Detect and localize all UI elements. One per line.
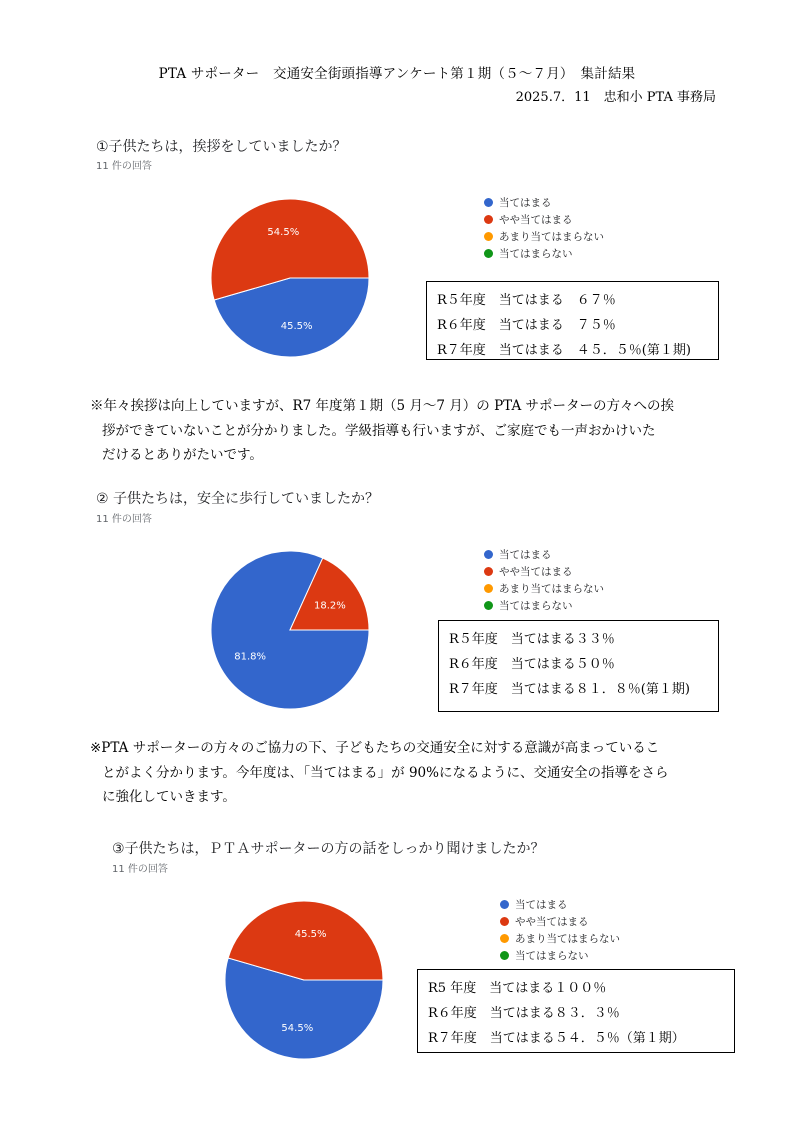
blue-dot-icon <box>500 900 509 909</box>
slice-value-label: 45.5% <box>280 320 313 332</box>
legend-item <box>484 580 604 597</box>
box-line: R６年度 当てはまる ７５％ <box>437 318 616 333</box>
question-2-title: ② 子供たちは，安全に歩行していましたか？ <box>96 491 379 507</box>
box-line: R６年度 当てはまる８３．３％ <box>428 1006 620 1021</box>
pie-chart-1 <box>200 188 380 368</box>
question-1-title: ①子供たちは，挨拶をしていましたか？ <box>96 139 347 155</box>
blue-dot-icon <box>484 198 493 207</box>
legend-item <box>484 546 604 563</box>
legend-label: やや当てはまる <box>499 214 573 226</box>
yearly-comparison-box-1 <box>426 281 719 360</box>
slice-value-label: 54.5% <box>267 227 300 239</box>
question-2-count: 11 件の回答 <box>96 514 152 525</box>
date-line: 2025.7．11 忠和小 PTA 事務局 <box>515 90 716 105</box>
green-dot-icon <box>484 601 493 610</box>
box-line: R７年度 当てはまる ４５．５％(第１期) <box>437 343 691 358</box>
blue-dot-icon <box>484 550 493 559</box>
slice-value-label: 81.8% <box>234 651 267 663</box>
legend-label: 当てはまらない <box>499 248 573 260</box>
legend-label: あまり当てはまらない <box>499 231 604 243</box>
box-line: R5 年度 当てはまる１００％ <box>428 981 607 996</box>
legend-item <box>500 913 620 930</box>
legend-label: 当てはまる <box>499 197 552 209</box>
red-dot-icon <box>484 567 493 576</box>
green-dot-icon <box>484 249 493 258</box>
legend-item <box>484 563 604 580</box>
legend-3 <box>500 896 620 964</box>
red-dot-icon <box>500 917 509 926</box>
box-line: R７年度 当てはまる８１．８％(第１期) <box>449 682 690 697</box>
legend-label: 当てはまる <box>499 549 552 561</box>
legend-2 <box>484 546 604 614</box>
legend-label: 当てはまる <box>515 899 568 911</box>
legend-item <box>500 947 620 964</box>
legend-item <box>484 211 604 228</box>
box-line: R５年度 当てはまる３３％ <box>449 632 615 647</box>
legend-1 <box>484 194 604 262</box>
legend-item <box>500 930 620 947</box>
legend-label: 当てはまらない <box>499 600 573 612</box>
note-line: ※年々挨拶は向上していますが、R7 年度第１期（5 月～7 月）の PTA サポーターの方々への挨 <box>90 398 674 414</box>
note-1 <box>90 394 730 468</box>
green-dot-icon <box>500 951 509 960</box>
pie-chart-3 <box>214 890 394 1070</box>
slice-value-label: 54.5% <box>281 1022 314 1034</box>
note-line: に強化していきます。 <box>102 789 236 805</box>
question-3-title: ③子供たちは，ＰＴＡサポーターの方の話をしっかり聞けましたか？ <box>112 841 545 857</box>
yearly-comparison-box-3 <box>417 969 735 1053</box>
legend-item <box>500 896 620 913</box>
note-line: 拶ができていないことが分かりました。学級指導も行いますが、ご家庭でも一声おかけいた <box>102 422 656 439</box>
orange-dot-icon <box>500 934 509 943</box>
orange-dot-icon <box>484 584 493 593</box>
red-dot-icon <box>484 215 493 224</box>
legend-label: やや当てはまる <box>499 566 573 578</box>
note-line: とがよく分かります。今年度は､「当てはまる」が 90%になるように、交通安全の指導をさら <box>102 764 669 781</box>
box-line: R５年度 当てはまる ６７％ <box>437 293 616 308</box>
legend-item <box>484 245 604 262</box>
box-line: R７年度 当てはまる５４．５％（第１期） <box>428 1031 685 1046</box>
box-line: R６年度 当てはまる５０％ <box>449 657 615 672</box>
legend-item <box>484 597 604 614</box>
legend-item <box>484 194 604 211</box>
yearly-comparison-box-2 <box>438 620 719 712</box>
slice-value-label: 45.5% <box>294 929 327 941</box>
page-title: PTA サポーター 交通安全街頭指導アンケート第１期（５～７月） 集計結果 <box>158 66 636 82</box>
note-line: ※PTA サポーターの方々のご協力の下、子どもたちの交通安全に対する意識が高まっているこ <box>90 740 660 756</box>
pie-chart-2 <box>200 540 380 720</box>
note-line: だけるとありがたいです。 <box>102 447 263 463</box>
question-1-count: 11 件の回答 <box>96 161 152 172</box>
legend-label: あまり当てはまらない <box>515 933 620 945</box>
orange-dot-icon <box>484 232 493 241</box>
legend-label: 当てはまらない <box>515 950 589 962</box>
slice-value-label: 18.2% <box>313 600 346 612</box>
question-3-count: 11 件の回答 <box>112 864 168 875</box>
legend-item <box>484 228 604 245</box>
legend-label: やや当てはまる <box>515 916 589 928</box>
legend-label: あまり当てはまらない <box>499 583 604 595</box>
note-2 <box>90 736 730 810</box>
